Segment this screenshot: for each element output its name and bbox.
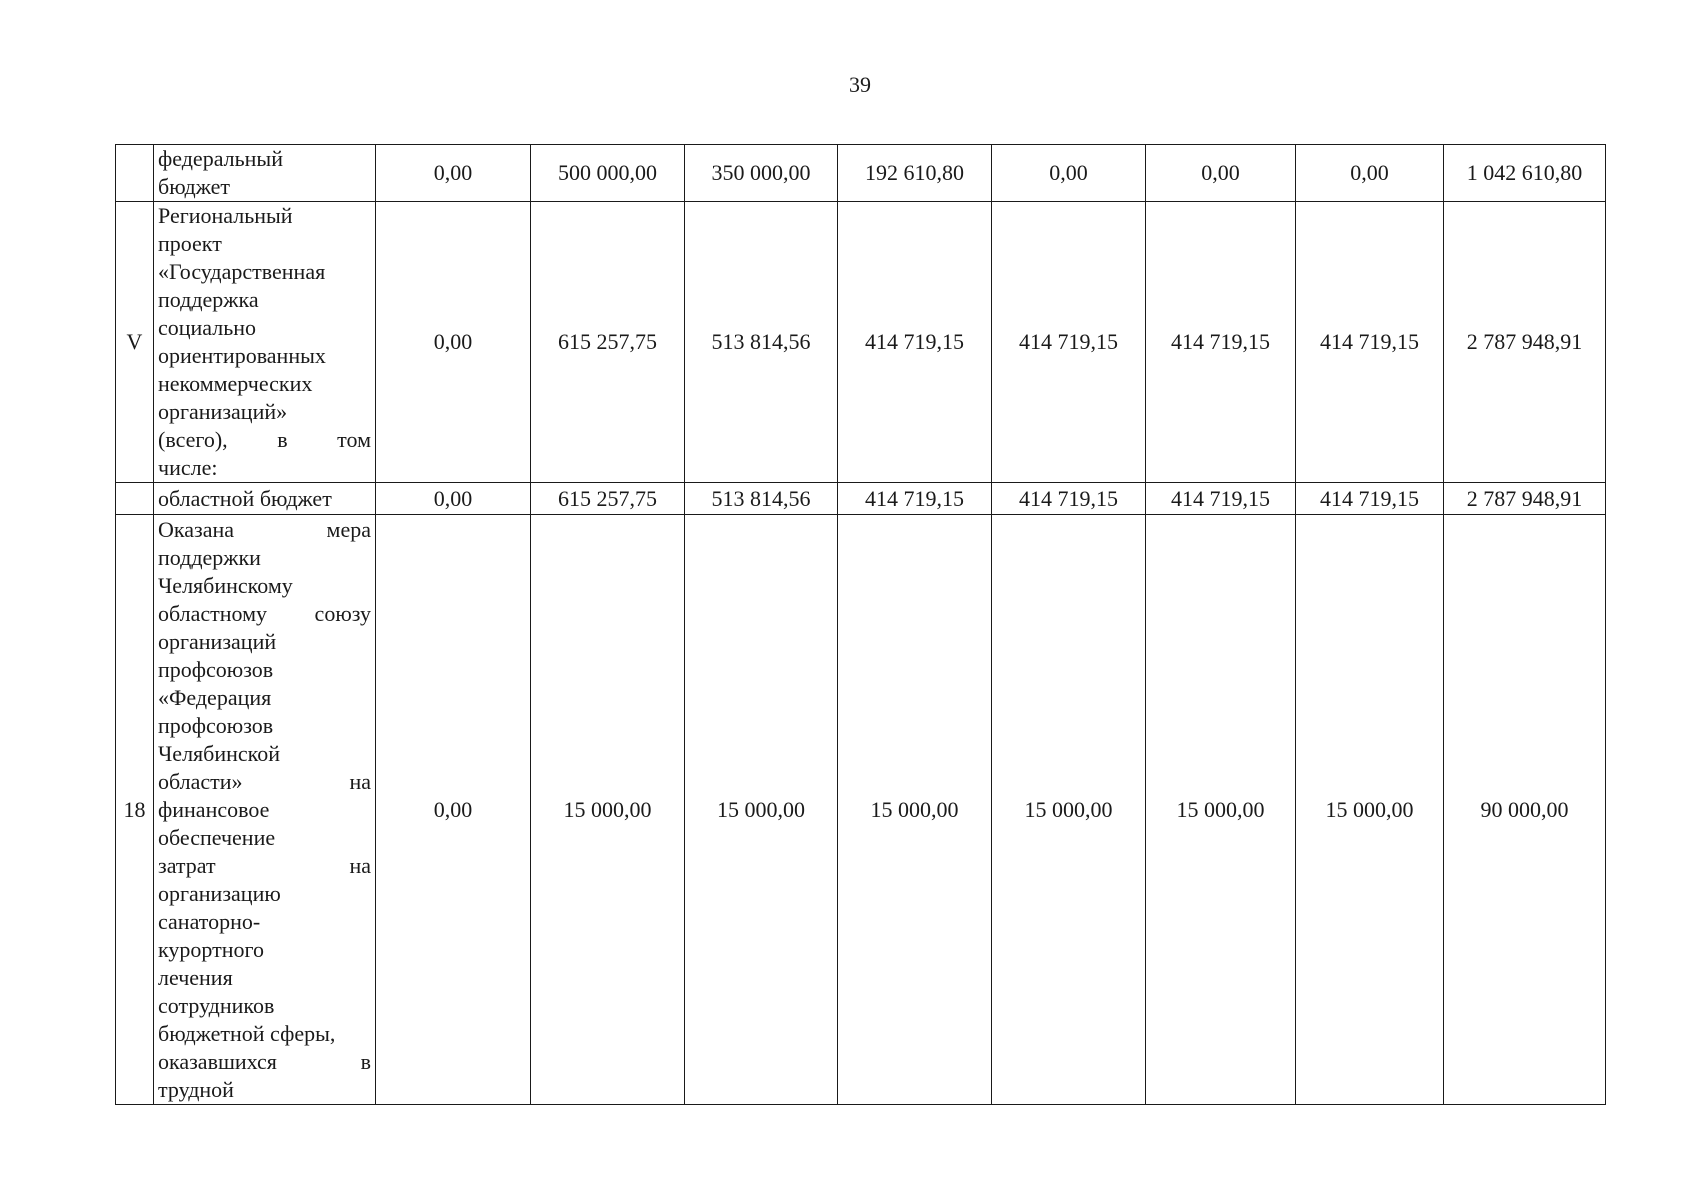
row-total: 90 000,00 <box>1444 515 1606 1105</box>
row-value: 0,00 <box>1296 145 1444 202</box>
row-value: 414 719,15 <box>838 483 992 515</box>
row-name-line: областному союзу <box>158 600 371 626</box>
row-value: 414 719,15 <box>1296 483 1444 515</box>
row-name <box>154 145 376 202</box>
row-name-line: «Государственная <box>158 259 326 284</box>
row-name-line: профсоюзов <box>158 656 274 682</box>
row-name-line: обеспечение <box>158 824 276 850</box>
row-total: 2 787 948,91 <box>1444 483 1606 515</box>
row-name-line: сотрудников <box>158 992 275 1018</box>
row-index <box>116 145 154 202</box>
row-value: 500 000,00 <box>531 145 685 202</box>
row-value: 513 814,56 <box>685 202 838 483</box>
row-name-line: области» на <box>158 768 371 794</box>
row-value: 615 257,75 <box>531 483 685 515</box>
row-name-line: организацию <box>158 880 281 906</box>
table-row <box>116 202 1606 483</box>
row-name-line: затрат на <box>158 852 371 878</box>
row-name-line: Региональный <box>158 203 293 228</box>
row-value: 192 610,80 <box>838 145 992 202</box>
row-name-line: социально <box>158 315 257 340</box>
row-name-line: санаторно- <box>158 908 261 934</box>
row-name-line: поддержки <box>158 544 261 570</box>
row-value: 15 000,00 <box>685 515 838 1105</box>
row-name-line: бюджетной сферы, <box>158 1020 336 1046</box>
row-name-line: организаций <box>158 628 277 654</box>
row-value: 414 719,15 <box>1146 202 1296 483</box>
row-value: 0,00 <box>376 483 531 515</box>
row-value: 414 719,15 <box>1146 483 1296 515</box>
row-index: 18 <box>116 515 154 1105</box>
row-name-line: проект <box>158 231 222 256</box>
row-name-line: (всего), в том <box>158 427 371 452</box>
row-name-line: числе: <box>158 455 218 480</box>
row-name-line: финансовое <box>158 796 270 822</box>
row-value: 0,00 <box>376 515 531 1105</box>
row-value: 0,00 <box>1146 145 1296 202</box>
row-name-line: организаций» <box>158 399 288 424</box>
row-value: 414 719,15 <box>1296 202 1444 483</box>
row-value: 414 719,15 <box>992 483 1146 515</box>
page-number: 39 <box>849 72 871 97</box>
row-value: 513 814,56 <box>685 483 838 515</box>
row-value: 0,00 <box>376 202 531 483</box>
row-value: 0,00 <box>376 145 531 202</box>
row-value: 15 000,00 <box>531 515 685 1105</box>
row-value: 0,00 <box>992 145 1146 202</box>
row-value: 615 257,75 <box>531 202 685 483</box>
row-name-line: Оказана мера <box>158 516 371 542</box>
row-index: V <box>116 202 154 483</box>
budget-table <box>115 144 1606 1105</box>
row-name-line: трудной <box>158 1076 234 1102</box>
row-value: 15 000,00 <box>1296 515 1444 1105</box>
row-name <box>154 515 376 1105</box>
row-total: 1 042 610,80 <box>1444 145 1606 202</box>
row-name-line: профсоюзов <box>158 712 274 738</box>
row-value: 15 000,00 <box>992 515 1146 1105</box>
row-name-line: бюджет <box>158 174 230 199</box>
table-row <box>116 515 1606 1105</box>
row-name-line: лечения <box>158 964 233 990</box>
row-name-line: оказавшихся в <box>158 1048 371 1074</box>
table-row <box>116 483 1606 515</box>
row-total: 2 787 948,91 <box>1444 202 1606 483</box>
row-value: 414 719,15 <box>838 202 992 483</box>
table-row <box>116 145 1606 202</box>
row-name-line: Челябинской <box>158 740 281 766</box>
row-index <box>116 483 154 515</box>
row-name <box>154 483 376 515</box>
row-value: 414 719,15 <box>992 202 1146 483</box>
row-name-line: федеральный <box>158 146 283 171</box>
row-name-line: Челябинскому <box>158 572 293 598</box>
row-name-line: областной бюджет <box>158 485 332 511</box>
row-value: 15 000,00 <box>838 515 992 1105</box>
row-value: 15 000,00 <box>1146 515 1296 1105</box>
row-name-line: некоммерческих <box>158 371 313 396</box>
row-value: 350 000,00 <box>685 145 838 202</box>
row-name <box>154 202 376 483</box>
row-name-line: ориентированных <box>158 343 326 368</box>
row-name-line: «Федерация <box>158 684 272 710</box>
row-name-line: курортного <box>158 936 264 962</box>
row-name-line: поддержка <box>158 287 259 312</box>
